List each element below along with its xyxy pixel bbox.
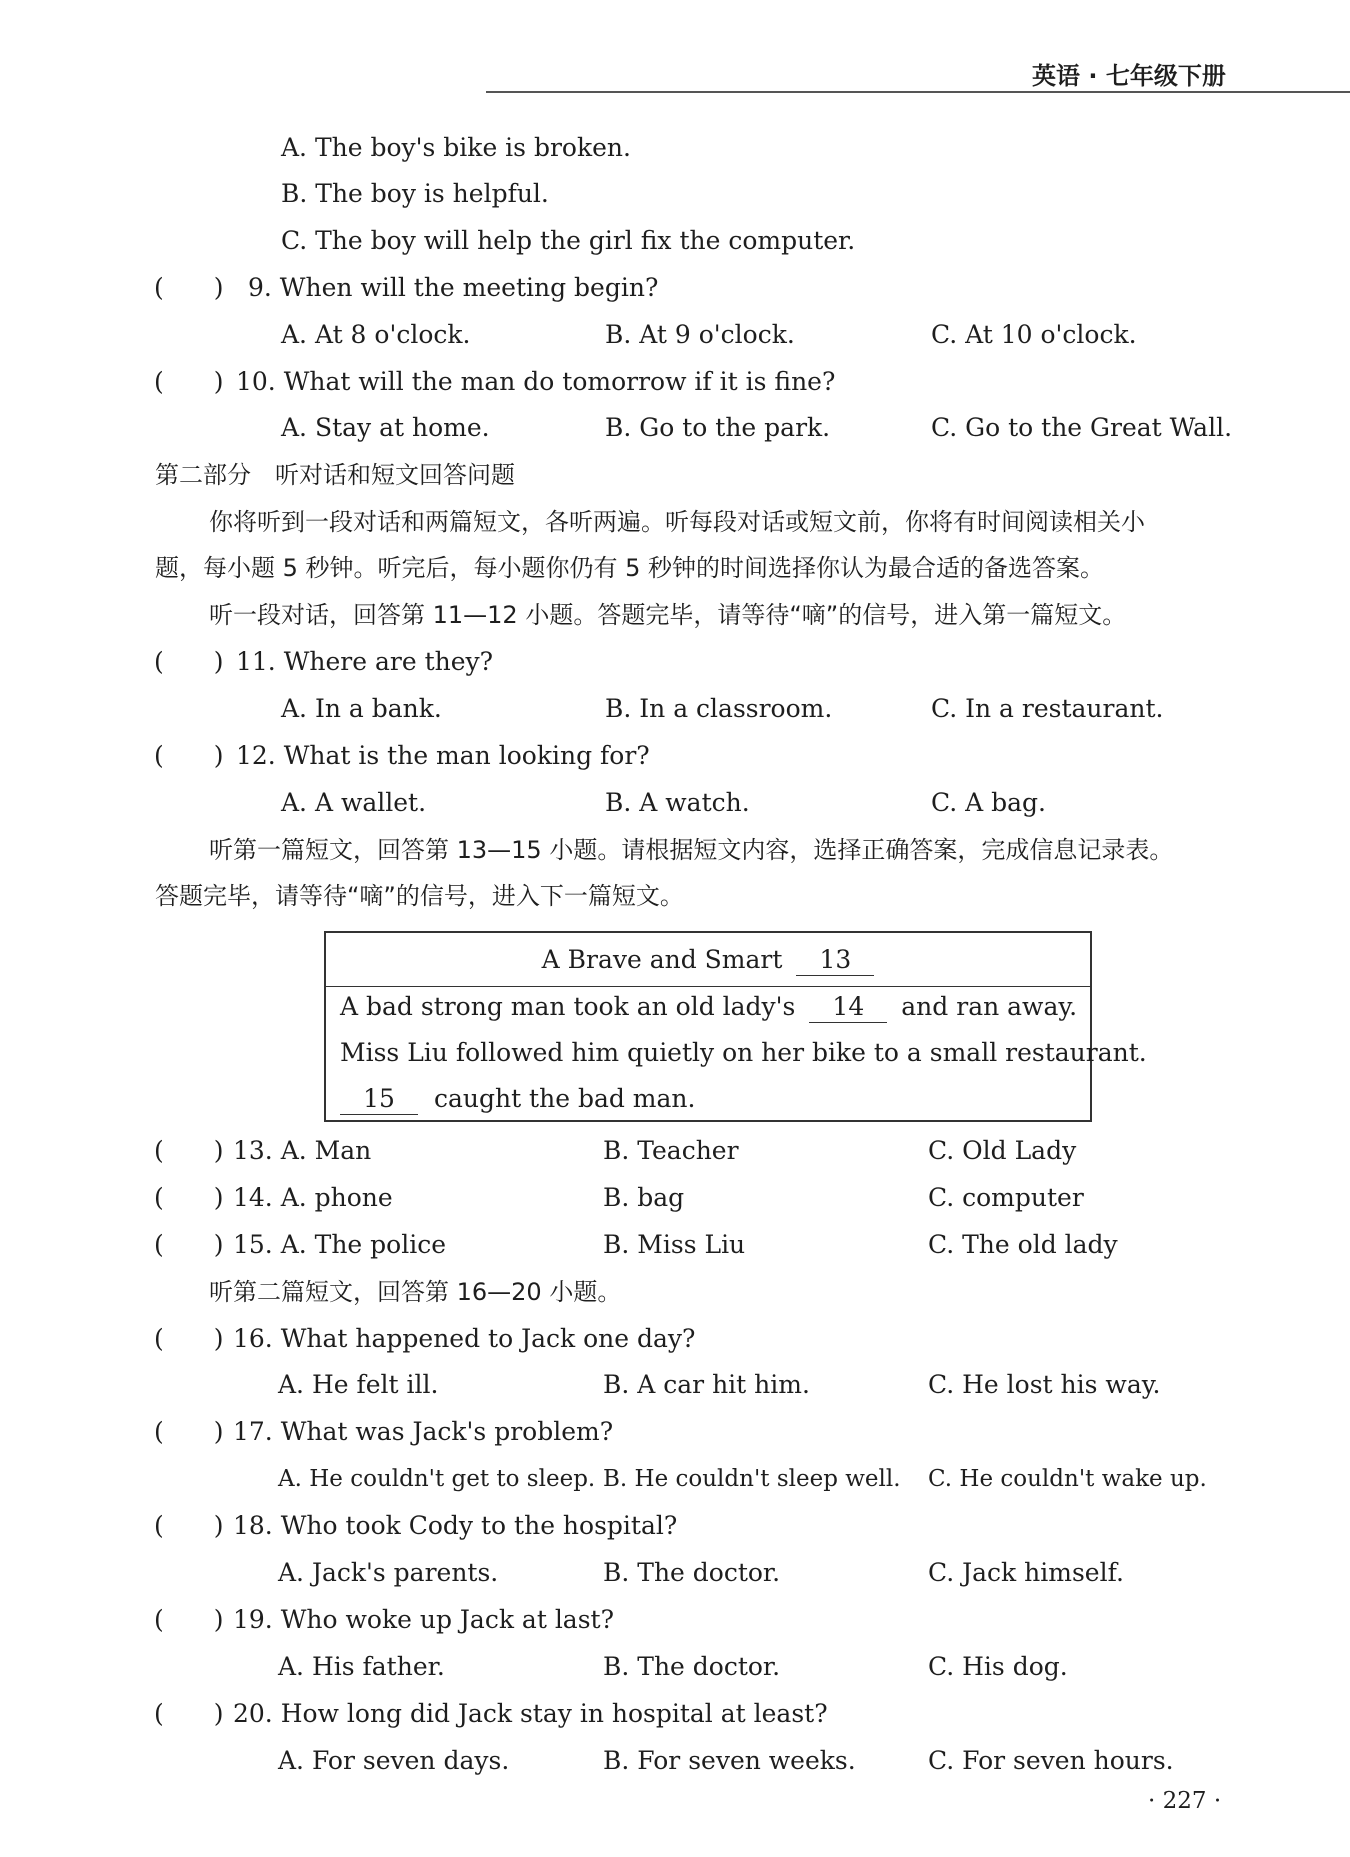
q20-option-a: A. For seven days.: [278, 1746, 510, 1775]
question-16: 16. What happened to Jack one day?: [233, 1324, 696, 1353]
answer-blank-q13[interactable]: ( ): [154, 1136, 224, 1165]
q11-option-b: B. In a classroom.: [605, 694, 833, 723]
q12-option-b: B. A watch.: [605, 788, 750, 817]
q8-option-a: A. The boy's bike is broken.: [281, 133, 631, 162]
q19-option-c: C. His dog.: [928, 1652, 1068, 1681]
q19-option-a: A. His father.: [278, 1652, 445, 1681]
q10-option-a: A. Stay at home.: [281, 413, 490, 442]
q18-option-c: C. Jack himself.: [928, 1558, 1124, 1587]
q15-option-b: B. Miss Liu: [603, 1230, 746, 1259]
answer-blank-q19[interactable]: ( ): [154, 1605, 224, 1634]
answer-blank-q18[interactable]: ( ): [154, 1511, 224, 1540]
question-9: 9. When will the meeting begin?: [248, 273, 659, 302]
q15-option-c: C. The old lady: [928, 1230, 1118, 1259]
q16-option-a: A. He felt ill.: [278, 1370, 439, 1399]
line1-text-after: and ran away.: [901, 992, 1078, 1021]
answer-blank-q17[interactable]: ( ): [154, 1417, 224, 1446]
passage1-instruction-line1: 听第一篇短文，回答第 13—15 小题。请根据短文内容，选择正确答案，完成信息记录表。: [209, 836, 1174, 864]
q18-option-a: A. Jack's parents.: [278, 1558, 499, 1587]
part2-intro-line2: 题，每小题 5 秒钟。听完后，每小题你仍有 5 秒钟的时间选择你认为最合适的备选答案。: [155, 554, 1105, 582]
part2-heading: 第二部分 听对话和短文回答问题: [155, 461, 515, 489]
answer-blank-q15[interactable]: ( ): [154, 1230, 224, 1259]
question-12: 12. What is the man looking for?: [236, 741, 650, 770]
q11-option-c: C. In a restaurant.: [931, 694, 1164, 723]
q13-option-c: C. Old Lady: [928, 1136, 1077, 1165]
info-table-line1: [340, 991, 1077, 1023]
q17-option-a: A. He couldn't get to sleep.: [278, 1466, 596, 1492]
answer-blank-q20[interactable]: ( ): [154, 1699, 224, 1728]
question-13: 13. A. Man: [233, 1136, 372, 1165]
page-number: · 227 ·: [1148, 1788, 1222, 1814]
q19-option-b: B. The doctor.: [603, 1652, 781, 1681]
header-rule: [486, 91, 1350, 93]
info-table-title-text: A Brave and Smart: [541, 945, 783, 974]
dialogue-instruction: 听一段对话，回答第 11—12 小题。答题完毕，请等待“嘀”的信号，进入第一篇短文。: [209, 601, 1127, 629]
running-header: 英语 · 七年级下册: [1032, 62, 1226, 90]
blank-14[interactable]: 14: [809, 992, 887, 1023]
q8-option-b: B. The boy is helpful.: [281, 179, 549, 208]
q17-option-c: C. He couldn't wake up.: [928, 1466, 1207, 1492]
q17-option-b: B. He couldn't sleep well.: [603, 1466, 901, 1492]
q9-option-a: A. At 8 o'clock.: [281, 320, 471, 349]
q20-option-b: B. For seven weeks.: [603, 1746, 856, 1775]
answer-blank-q10[interactable]: ( ): [154, 367, 224, 396]
info-record-table: [324, 931, 1147, 1122]
question-19: 19. Who woke up Jack at last?: [233, 1605, 614, 1634]
answer-blank-q9[interactable]: ( ): [154, 273, 224, 302]
passage1-instruction-line2: 答题完毕，请等待“嘀”的信号，进入下一篇短文。: [155, 882, 684, 910]
question-11: 11. Where are they?: [236, 647, 494, 676]
question-14: 14. A. phone: [233, 1183, 393, 1212]
info-table-line3: [340, 1083, 695, 1115]
q16-option-c: C. He lost his way.: [928, 1370, 1161, 1399]
answer-blank-q14[interactable]: ( ): [154, 1183, 224, 1212]
q20-option-c: C. For seven hours.: [928, 1746, 1174, 1775]
q14-option-c: C. computer: [928, 1183, 1084, 1212]
info-table-title: [326, 933, 1090, 987]
q10-option-b: B. Go to the park.: [605, 413, 831, 442]
passage2-instruction: 听第二篇短文，回答第 16—20 小题。: [209, 1278, 622, 1306]
question-15: 15. A. The police: [233, 1230, 447, 1259]
q9-option-b: B. At 9 o'clock.: [605, 320, 795, 349]
question-18: 18. Who took Cody to the hospital?: [233, 1511, 678, 1540]
question-10: 10. What will the man do tomorrow if it is fine?: [236, 367, 836, 396]
q16-option-b: B. A car hit him.: [603, 1370, 810, 1399]
q11-option-a: A. In a bank.: [281, 694, 442, 723]
blank-13[interactable]: 13: [796, 945, 874, 976]
line3-text-after: caught the bad man.: [433, 1084, 696, 1113]
answer-blank-q16[interactable]: ( ): [154, 1324, 224, 1353]
q13-option-b: B. Teacher: [603, 1136, 739, 1165]
part2-intro-line1: 你将听到一段对话和两篇短文，各听两遍。听每段对话或短文前，你将有时间阅读相关小: [209, 508, 1145, 536]
q14-option-b: B. bag: [603, 1183, 685, 1212]
info-table-line2: Miss Liu followed him quietly on her bike to a small restaurant.: [340, 1038, 1147, 1067]
blank-15[interactable]: 15: [340, 1084, 418, 1115]
line1-text-before: A bad strong man took an old lady's: [340, 992, 796, 1021]
q8-option-c: C. The boy will help the girl fix the computer.: [281, 226, 856, 255]
q10-option-c: C. Go to the Great Wall.: [931, 413, 1233, 442]
q12-option-a: A. A wallet.: [281, 788, 427, 817]
q18-option-b: B. The doctor.: [603, 1558, 781, 1587]
answer-blank-q11[interactable]: ( ): [154, 647, 224, 676]
answer-blank-q12[interactable]: ( ): [154, 741, 224, 770]
q12-option-c: C. A bag.: [931, 788, 1046, 817]
question-20: 20. How long did Jack stay in hospital at least?: [233, 1699, 828, 1728]
q9-option-c: C. At 10 o'clock.: [931, 320, 1137, 349]
question-17: 17. What was Jack's problem?: [233, 1417, 614, 1446]
